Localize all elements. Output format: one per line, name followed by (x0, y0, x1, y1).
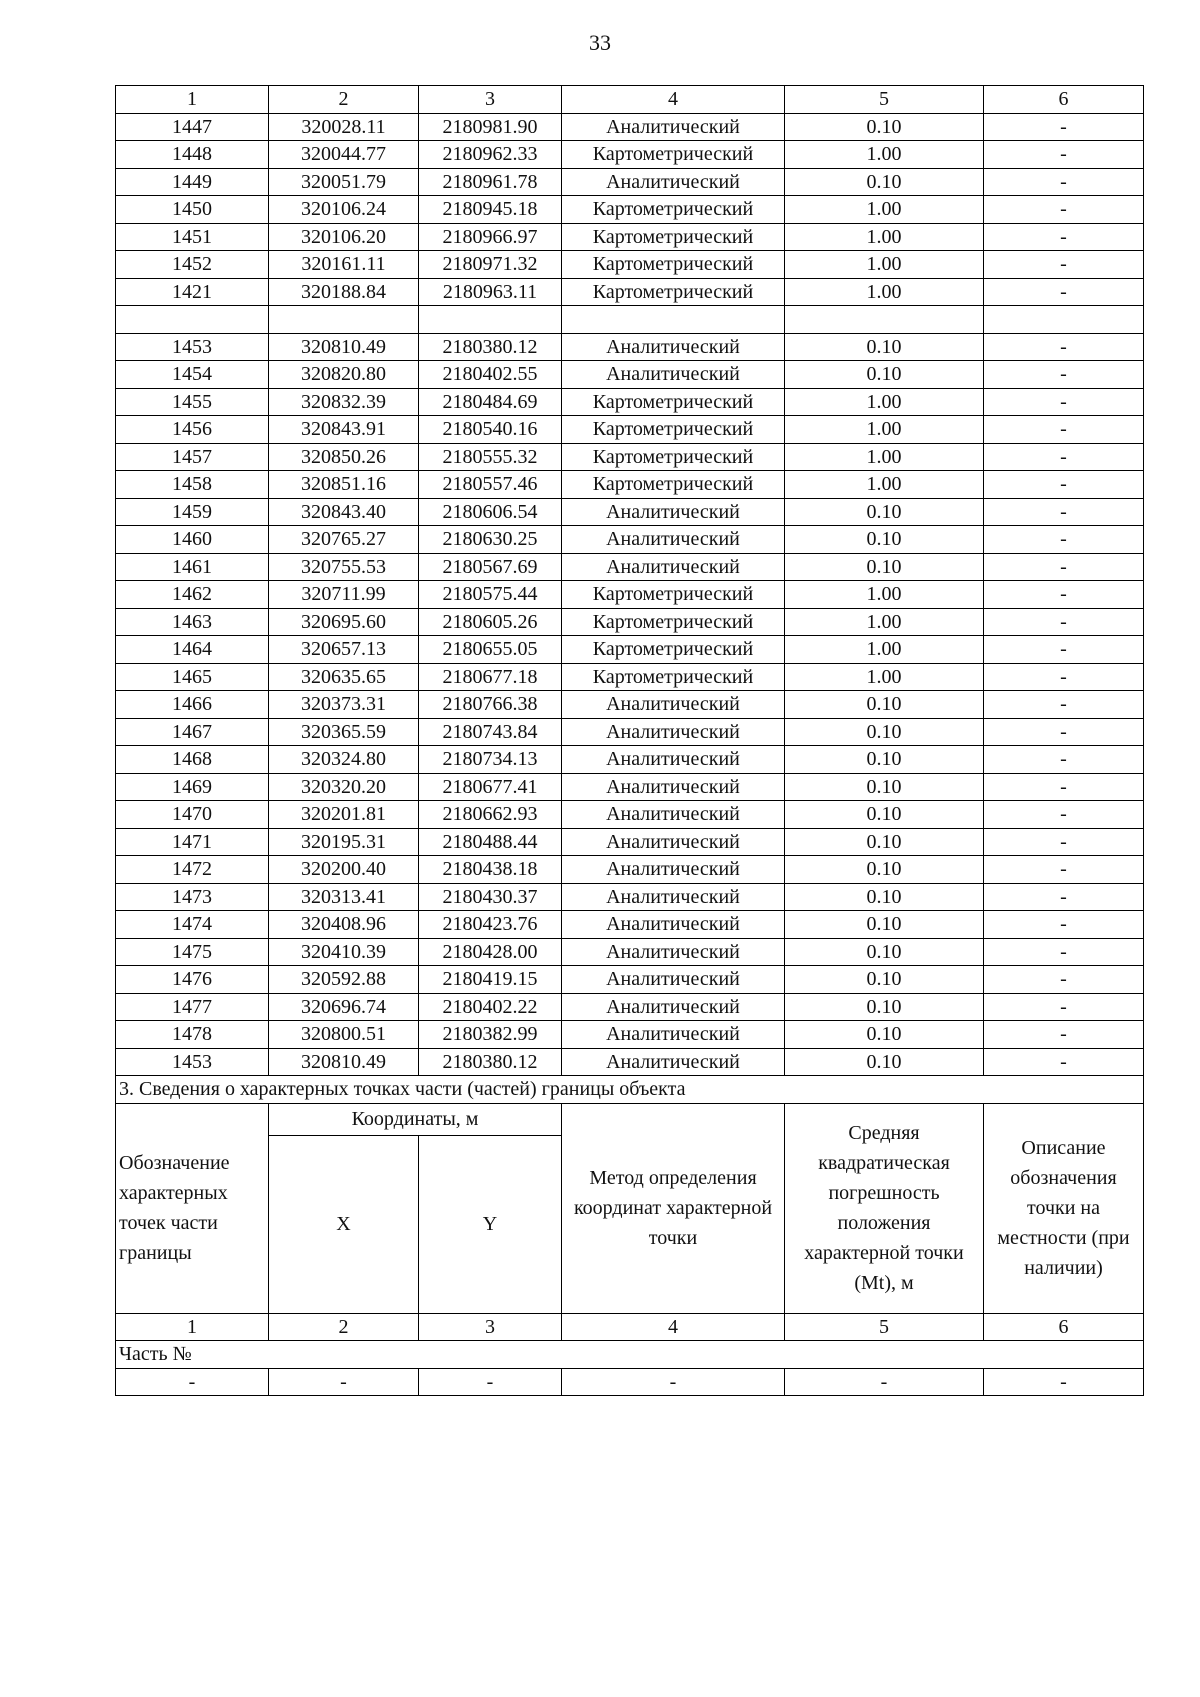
column-number: 2 (269, 86, 419, 114)
table-cell: Аналитический (562, 498, 785, 526)
table-cell: 0.10 (785, 911, 984, 939)
table-cell: 1.00 (785, 663, 984, 691)
table-cell: - (984, 251, 1144, 279)
table-cell: 1475 (116, 938, 269, 966)
table-row (116, 636, 1144, 664)
table-cell: - (984, 663, 1144, 691)
table-cell: 1.00 (785, 278, 984, 306)
table-cell: - (984, 746, 1144, 774)
table-cell: Картометрический (562, 471, 785, 499)
table-row (116, 168, 1144, 196)
table-cell: 320051.79 (269, 168, 419, 196)
table-cell: 2180540.16 (419, 416, 562, 444)
table-cell: 320188.84 (269, 278, 419, 306)
table-cell: - (984, 416, 1144, 444)
table-cell: 2180606.54 (419, 498, 562, 526)
table-row (116, 581, 1144, 609)
table-cell: 2180677.41 (419, 773, 562, 801)
boundary-points-table (115, 85, 1144, 1396)
table-cell: Аналитический (562, 1048, 785, 1076)
table-row (116, 333, 1144, 361)
table-cell: 0.10 (785, 773, 984, 801)
table-cell: 0.10 (785, 993, 984, 1021)
table-cell: Аналитический (562, 938, 785, 966)
table-cell: - (984, 608, 1144, 636)
section-title-row (116, 1076, 1144, 1104)
table-cell: - (984, 498, 1144, 526)
table-cell: Картометрический (562, 416, 785, 444)
table-cell: 320201.81 (269, 801, 419, 829)
table-cell: 2180555.32 (419, 443, 562, 471)
table-row (116, 471, 1144, 499)
table-cell: 320635.65 (269, 663, 419, 691)
column-number: 4 (562, 86, 785, 114)
table-cell: Аналитический (562, 361, 785, 389)
table-cell: 320106.20 (269, 223, 419, 251)
column-number: 6 (984, 1313, 1144, 1341)
table-cell: Аналитический (562, 773, 785, 801)
table-cell: 1453 (116, 333, 269, 361)
table-cell: - (984, 993, 1144, 1021)
table-cell: 0.10 (785, 361, 984, 389)
table-cell: 1454 (116, 361, 269, 389)
table-cell: 1459 (116, 498, 269, 526)
column-number: 6 (984, 86, 1144, 114)
table-cell: 320851.16 (269, 471, 419, 499)
table-cell: 0.10 (785, 883, 984, 911)
table-cell: Аналитический (562, 911, 785, 939)
table-cell: 2180380.12 (419, 1048, 562, 1076)
table-cell: - (984, 443, 1144, 471)
table-cell: 0.10 (785, 828, 984, 856)
header-y: Y (419, 1135, 562, 1313)
header-designation: Обозначение характерных точек части границы (116, 1103, 269, 1313)
table-row (116, 608, 1144, 636)
table-cell: 320696.74 (269, 993, 419, 1021)
table-cell: - (984, 526, 1144, 554)
table-cell: Аналитический (562, 168, 785, 196)
table-cell: - (984, 553, 1144, 581)
table-cell: 1.00 (785, 141, 984, 169)
table-cell: 2180382.99 (419, 1021, 562, 1049)
table-row (116, 553, 1144, 581)
table-cell: 1470 (116, 801, 269, 829)
table-cell: 320810.49 (269, 333, 419, 361)
table-cell: 0.10 (785, 526, 984, 554)
table-cell: Аналитический (562, 718, 785, 746)
table-cell: - (984, 471, 1144, 499)
table-cell: - (984, 278, 1144, 306)
table-row (116, 223, 1144, 251)
table-cell: 1.00 (785, 443, 984, 471)
table-cell: 2180605.26 (419, 608, 562, 636)
table-row (116, 718, 1144, 746)
table-cell: 0.10 (785, 691, 984, 719)
table-cell: 2180966.97 (419, 223, 562, 251)
table-row (116, 691, 1144, 719)
header-x: X (269, 1135, 419, 1313)
header-description: Описание обозначения точки на местности (при наличии) (984, 1103, 1144, 1313)
table-cell: 320592.88 (269, 966, 419, 994)
table-cell: 1.00 (785, 196, 984, 224)
table-row (116, 141, 1144, 169)
table-cell: Аналитический (562, 883, 785, 911)
table-cell: Картометрический (562, 608, 785, 636)
column-number: 5 (785, 1313, 984, 1341)
table-cell: - (984, 883, 1144, 911)
column-number-row (116, 86, 1144, 114)
column-number: 3 (419, 1313, 562, 1341)
table-cell: - (984, 911, 1144, 939)
table-cell: Аналитический (562, 828, 785, 856)
table-cell: 2180961.78 (419, 168, 562, 196)
table-row (116, 443, 1144, 471)
table-row (116, 1021, 1144, 1049)
table-cell: 2180734.13 (419, 746, 562, 774)
table-row (116, 1048, 1144, 1076)
table-cell: 1.00 (785, 581, 984, 609)
table-cell: - (984, 333, 1144, 361)
table-cell: Аналитический (562, 526, 785, 554)
table-cell: 1456 (116, 416, 269, 444)
table-cell: 1.00 (785, 388, 984, 416)
table-cell: 0.10 (785, 333, 984, 361)
table-cell: Картометрический (562, 141, 785, 169)
table-cell: - (785, 1368, 984, 1396)
table-cell: 2180677.18 (419, 663, 562, 691)
column-number: 1 (116, 1313, 269, 1341)
table-cell: Аналитический (562, 966, 785, 994)
table-cell: 2180945.18 (419, 196, 562, 224)
table-row (116, 966, 1144, 994)
table-row (116, 416, 1144, 444)
table-cell: - (984, 773, 1144, 801)
table-cell: - (116, 1368, 269, 1396)
table-cell: 2180971.32 (419, 251, 562, 279)
table-cell: - (984, 1048, 1144, 1076)
table-cell: 1468 (116, 746, 269, 774)
table-cell: - (984, 966, 1144, 994)
table-cell: - (984, 828, 1144, 856)
table-cell: - (984, 168, 1144, 196)
table-cell: Картометрический (562, 251, 785, 279)
table-cell: Картометрический (562, 388, 785, 416)
table-row (116, 361, 1144, 389)
table-cell: 1421 (116, 278, 269, 306)
table-row (116, 746, 1144, 774)
table-cell: 1469 (116, 773, 269, 801)
table-cell: Аналитический (562, 113, 785, 141)
table-cell: 320365.59 (269, 718, 419, 746)
table-cell: 320106.24 (269, 196, 419, 224)
table-cell: 1466 (116, 691, 269, 719)
part-label-row (116, 1341, 1144, 1369)
table-cell: 0.10 (785, 746, 984, 774)
table-cell: 1472 (116, 856, 269, 884)
column-number: 1 (116, 86, 269, 114)
table-row (116, 911, 1144, 939)
table-cell: - (984, 223, 1144, 251)
table-cell: 1462 (116, 581, 269, 609)
table-cell: - (269, 1368, 419, 1396)
table-cell: Картометрический (562, 278, 785, 306)
table-cell: 1460 (116, 526, 269, 554)
table-cell: 1.00 (785, 608, 984, 636)
table-row (116, 526, 1144, 554)
table-cell: Аналитический (562, 856, 785, 884)
table-cell: 1464 (116, 636, 269, 664)
table-cell: 2180963.11 (419, 278, 562, 306)
table-row (116, 856, 1144, 884)
table-cell: 0.10 (785, 553, 984, 581)
table-cell: 2180380.12 (419, 333, 562, 361)
table-cell: 320408.96 (269, 911, 419, 939)
table-cell: 1476 (116, 966, 269, 994)
header-coordinates: Координаты, м (269, 1103, 562, 1135)
table-cell: 1448 (116, 141, 269, 169)
table-cell: 0.10 (785, 966, 984, 994)
table-cell: 2180419.15 (419, 966, 562, 994)
table-cell: 0.10 (785, 498, 984, 526)
table-cell: 320843.40 (269, 498, 419, 526)
table-cell: - (984, 801, 1144, 829)
table-cell: - (984, 141, 1144, 169)
table-cell: - (984, 718, 1144, 746)
table-row (116, 663, 1144, 691)
table-cell: 1455 (116, 388, 269, 416)
table-cell: - (984, 196, 1144, 224)
table-cell: 0.10 (785, 1021, 984, 1049)
table-cell: - (984, 1021, 1144, 1049)
table-cell: 0.10 (785, 113, 984, 141)
table-cell: - (984, 636, 1144, 664)
table-cell: 320373.31 (269, 691, 419, 719)
table-cell: 1449 (116, 168, 269, 196)
table-row (116, 883, 1144, 911)
table-cell: 320765.27 (269, 526, 419, 554)
header-error: Средняя квадратическая погрешность положения характерной точки (Mt), м (785, 1103, 984, 1313)
table-row (116, 113, 1144, 141)
table-cell: 1.00 (785, 471, 984, 499)
page-number: 33 (589, 30, 611, 55)
blank-row (116, 306, 1144, 334)
table-cell: 320028.11 (269, 113, 419, 141)
table-cell: 320324.80 (269, 746, 419, 774)
table-row (116, 251, 1144, 279)
table-cell: Картометрический (562, 196, 785, 224)
table-cell: 2180428.00 (419, 938, 562, 966)
table-cell: - (562, 1368, 785, 1396)
table-cell: 2180981.90 (419, 113, 562, 141)
table-cell: Картометрический (562, 636, 785, 664)
table-cell: 320820.80 (269, 361, 419, 389)
table-cell: 1461 (116, 553, 269, 581)
column-number: 3 (419, 86, 562, 114)
table-cell: Картометрический (562, 223, 785, 251)
table-cell: 2180438.18 (419, 856, 562, 884)
table-cell: 1452 (116, 251, 269, 279)
table-cell: 0.10 (785, 718, 984, 746)
table-cell: 2180567.69 (419, 553, 562, 581)
table-cell: 2180655.05 (419, 636, 562, 664)
table-cell: 320695.60 (269, 608, 419, 636)
table-cell: - (984, 361, 1144, 389)
table-row (116, 196, 1144, 224)
table-cell: Картометрический (562, 663, 785, 691)
column-number: 5 (785, 86, 984, 114)
table-cell: Аналитический (562, 993, 785, 1021)
table-row (116, 993, 1144, 1021)
section3-column-number-row (116, 1313, 1144, 1341)
table-cell: 0.10 (785, 856, 984, 884)
table-row (116, 498, 1144, 526)
table-cell: 1.00 (785, 223, 984, 251)
table-cell: 1473 (116, 883, 269, 911)
part-label: Часть № (116, 1341, 1144, 1369)
table-cell: 1457 (116, 443, 269, 471)
table-cell: 1451 (116, 223, 269, 251)
table-cell: 2180766.38 (419, 691, 562, 719)
table-cell: 320810.49 (269, 1048, 419, 1076)
table-cell: - (984, 938, 1144, 966)
table-cell: 1474 (116, 911, 269, 939)
table-cell: 320850.26 (269, 443, 419, 471)
table-cell: 320195.31 (269, 828, 419, 856)
table-cell: 1465 (116, 663, 269, 691)
table-cell: Аналитический (562, 691, 785, 719)
table-cell: 320313.41 (269, 883, 419, 911)
table-cell: 320755.53 (269, 553, 419, 581)
table-row (116, 828, 1144, 856)
table-row (116, 773, 1144, 801)
table-cell: 1463 (116, 608, 269, 636)
table-cell: 320657.13 (269, 636, 419, 664)
table-cell: Картометрический (562, 581, 785, 609)
table-cell: 320200.40 (269, 856, 419, 884)
table-cell: 2180962.33 (419, 141, 562, 169)
table-cell: 2180484.69 (419, 388, 562, 416)
table-cell: 320044.77 (269, 141, 419, 169)
table-cell: 1478 (116, 1021, 269, 1049)
table-row (116, 1368, 1144, 1396)
column-number: 4 (562, 1313, 785, 1341)
table-cell: - (984, 1368, 1144, 1396)
table-cell: 2180402.55 (419, 361, 562, 389)
table-cell: - (984, 691, 1144, 719)
table-cell: 320320.20 (269, 773, 419, 801)
table-cell: 320800.51 (269, 1021, 419, 1049)
table-cell: 2180430.37 (419, 883, 562, 911)
table-row (116, 938, 1144, 966)
table-cell: 1.00 (785, 251, 984, 279)
header-method: Метод определения координат характерной точки (562, 1103, 785, 1313)
table-cell: Аналитический (562, 746, 785, 774)
table-cell: 320410.39 (269, 938, 419, 966)
table-cell: 1467 (116, 718, 269, 746)
table-row (116, 801, 1144, 829)
table-cell: 0.10 (785, 168, 984, 196)
table-row (116, 278, 1144, 306)
table-cell: - (984, 388, 1144, 416)
table-cell: 2180402.22 (419, 993, 562, 1021)
table-cell: 1450 (116, 196, 269, 224)
table-cell: 1447 (116, 113, 269, 141)
table-cell: 1453 (116, 1048, 269, 1076)
table-cell: 2180423.76 (419, 911, 562, 939)
table-cell: Аналитический (562, 801, 785, 829)
table-cell: - (984, 856, 1144, 884)
table-cell: 2180488.44 (419, 828, 562, 856)
table-cell: Аналитический (562, 1021, 785, 1049)
table-cell: - (984, 113, 1144, 141)
table-cell: 2180662.93 (419, 801, 562, 829)
table-cell: Аналитический (562, 333, 785, 361)
table-cell: 320711.99 (269, 581, 419, 609)
table-cell: 0.10 (785, 801, 984, 829)
section-title: 3. Сведения о характерных точках части (частей) границы объекта (116, 1076, 1144, 1104)
table-cell: Аналитический (562, 553, 785, 581)
table-cell: 1477 (116, 993, 269, 1021)
table-cell: 2180630.25 (419, 526, 562, 554)
table-cell: 1458 (116, 471, 269, 499)
table-cell: 320161.11 (269, 251, 419, 279)
table-cell: 0.10 (785, 1048, 984, 1076)
table-cell: - (419, 1368, 562, 1396)
table-cell: 2180743.84 (419, 718, 562, 746)
table-cell: 2180557.46 (419, 471, 562, 499)
table-cell: 0.10 (785, 938, 984, 966)
table-cell: Картометрический (562, 443, 785, 471)
table-cell: 1.00 (785, 636, 984, 664)
table-cell: 1.00 (785, 416, 984, 444)
table-cell: 320843.91 (269, 416, 419, 444)
table-cell: 2180575.44 (419, 581, 562, 609)
table-cell: 320832.39 (269, 388, 419, 416)
table-cell: 1471 (116, 828, 269, 856)
table-row (116, 388, 1144, 416)
table-cell: - (984, 581, 1144, 609)
column-number: 2 (269, 1313, 419, 1341)
